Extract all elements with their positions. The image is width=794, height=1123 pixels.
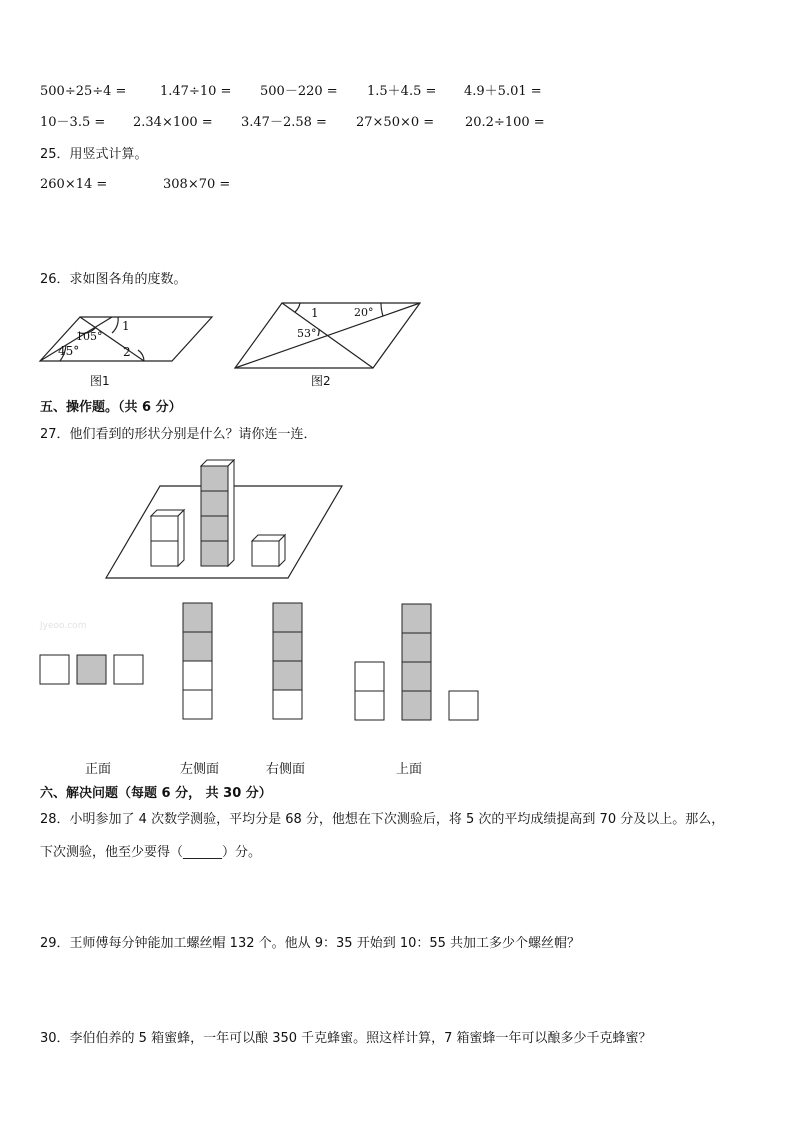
calc-2-4: 27×50×0 = — [356, 115, 435, 130]
fig2-mark-1: 1 — [311, 306, 319, 320]
q26-title: 26．求如图各角的度数。 — [40, 272, 187, 287]
fig2-angle-53: 53° — [297, 327, 317, 340]
fig1-mark-1: 1 — [122, 319, 130, 333]
fig1-mark-2: 2 — [123, 345, 131, 359]
section5-title: 五、操作题。（共 6 分） — [40, 400, 182, 415]
q25-item-1: 260×14 = — [40, 177, 108, 192]
calc-2-3: 3.47－2.58 = — [241, 115, 327, 130]
calc-1-1: 500÷25÷4 = — [40, 84, 127, 99]
cube-stack-left — [151, 510, 184, 566]
cube-stack-middle — [201, 460, 234, 566]
watermark: Jyeoo.com — [40, 621, 87, 631]
view-label-right: 右侧面 — [266, 762, 306, 777]
view-option-4 — [355, 604, 478, 720]
q27-title: 27．他们看到的形状分别是什么？请你连一连． — [40, 427, 317, 442]
fig2-angle-20: 20° — [354, 306, 374, 319]
calc-2-5: 20.2÷100 = — [465, 115, 545, 130]
fig1-angle-105: 105° — [76, 330, 103, 343]
q28-line1: 28．小明参加了 4 次数学测验，平均分是 68 分，他想在下次测验后，将 5 次的平均成绩提高到 70 分及以上。那么， — [40, 812, 725, 827]
view-label-top: 上面 — [396, 762, 423, 777]
section6-title: 六、解决问题（每题 6 分， 共 30 分） — [40, 786, 272, 801]
q25-item-2: 308×70 = — [163, 177, 231, 192]
view-option-1 — [40, 655, 143, 684]
calc-1-3: 500－220 = — [260, 84, 338, 99]
calc-1-2: 1.47÷10 = — [160, 84, 232, 99]
fig1-angle-45: 45° — [58, 344, 80, 358]
q30-text: 30．李伯伯养的 5 箱蜜蜂，一年可以酿 350 千克蜂蜜。照这样计算，7 箱蜜蜂一年可以酿多少千克蜂蜜？ — [40, 1031, 652, 1046]
fig1-label: 图1 — [90, 374, 110, 388]
calc-1-4: 1.5＋4.5 = — [367, 84, 437, 99]
q29-text: 29．王师傅每分钟能加工螺丝帽 132 个。他从 9：35 开始到 10：55 共加工多少个螺丝帽？ — [40, 936, 581, 951]
calc-1-5: 4.9＋5.01 = — [464, 84, 542, 99]
view-label-front: 正面 — [85, 762, 112, 777]
calc-2-1: 10－3.5 = — [40, 115, 106, 130]
q28-line2: 下次测验，他至少要得（______）分。 — [40, 845, 262, 860]
fig2-label: 图2 — [311, 374, 331, 388]
q25-title: 25．用竖式计算。 — [40, 147, 148, 162]
view-label-left: 左侧面 — [180, 762, 220, 777]
view-option-3 — [273, 603, 302, 719]
cube-single-right — [252, 535, 285, 566]
view-option-2 — [183, 603, 212, 719]
calc-2-2: 2.34×100 = — [133, 115, 213, 130]
